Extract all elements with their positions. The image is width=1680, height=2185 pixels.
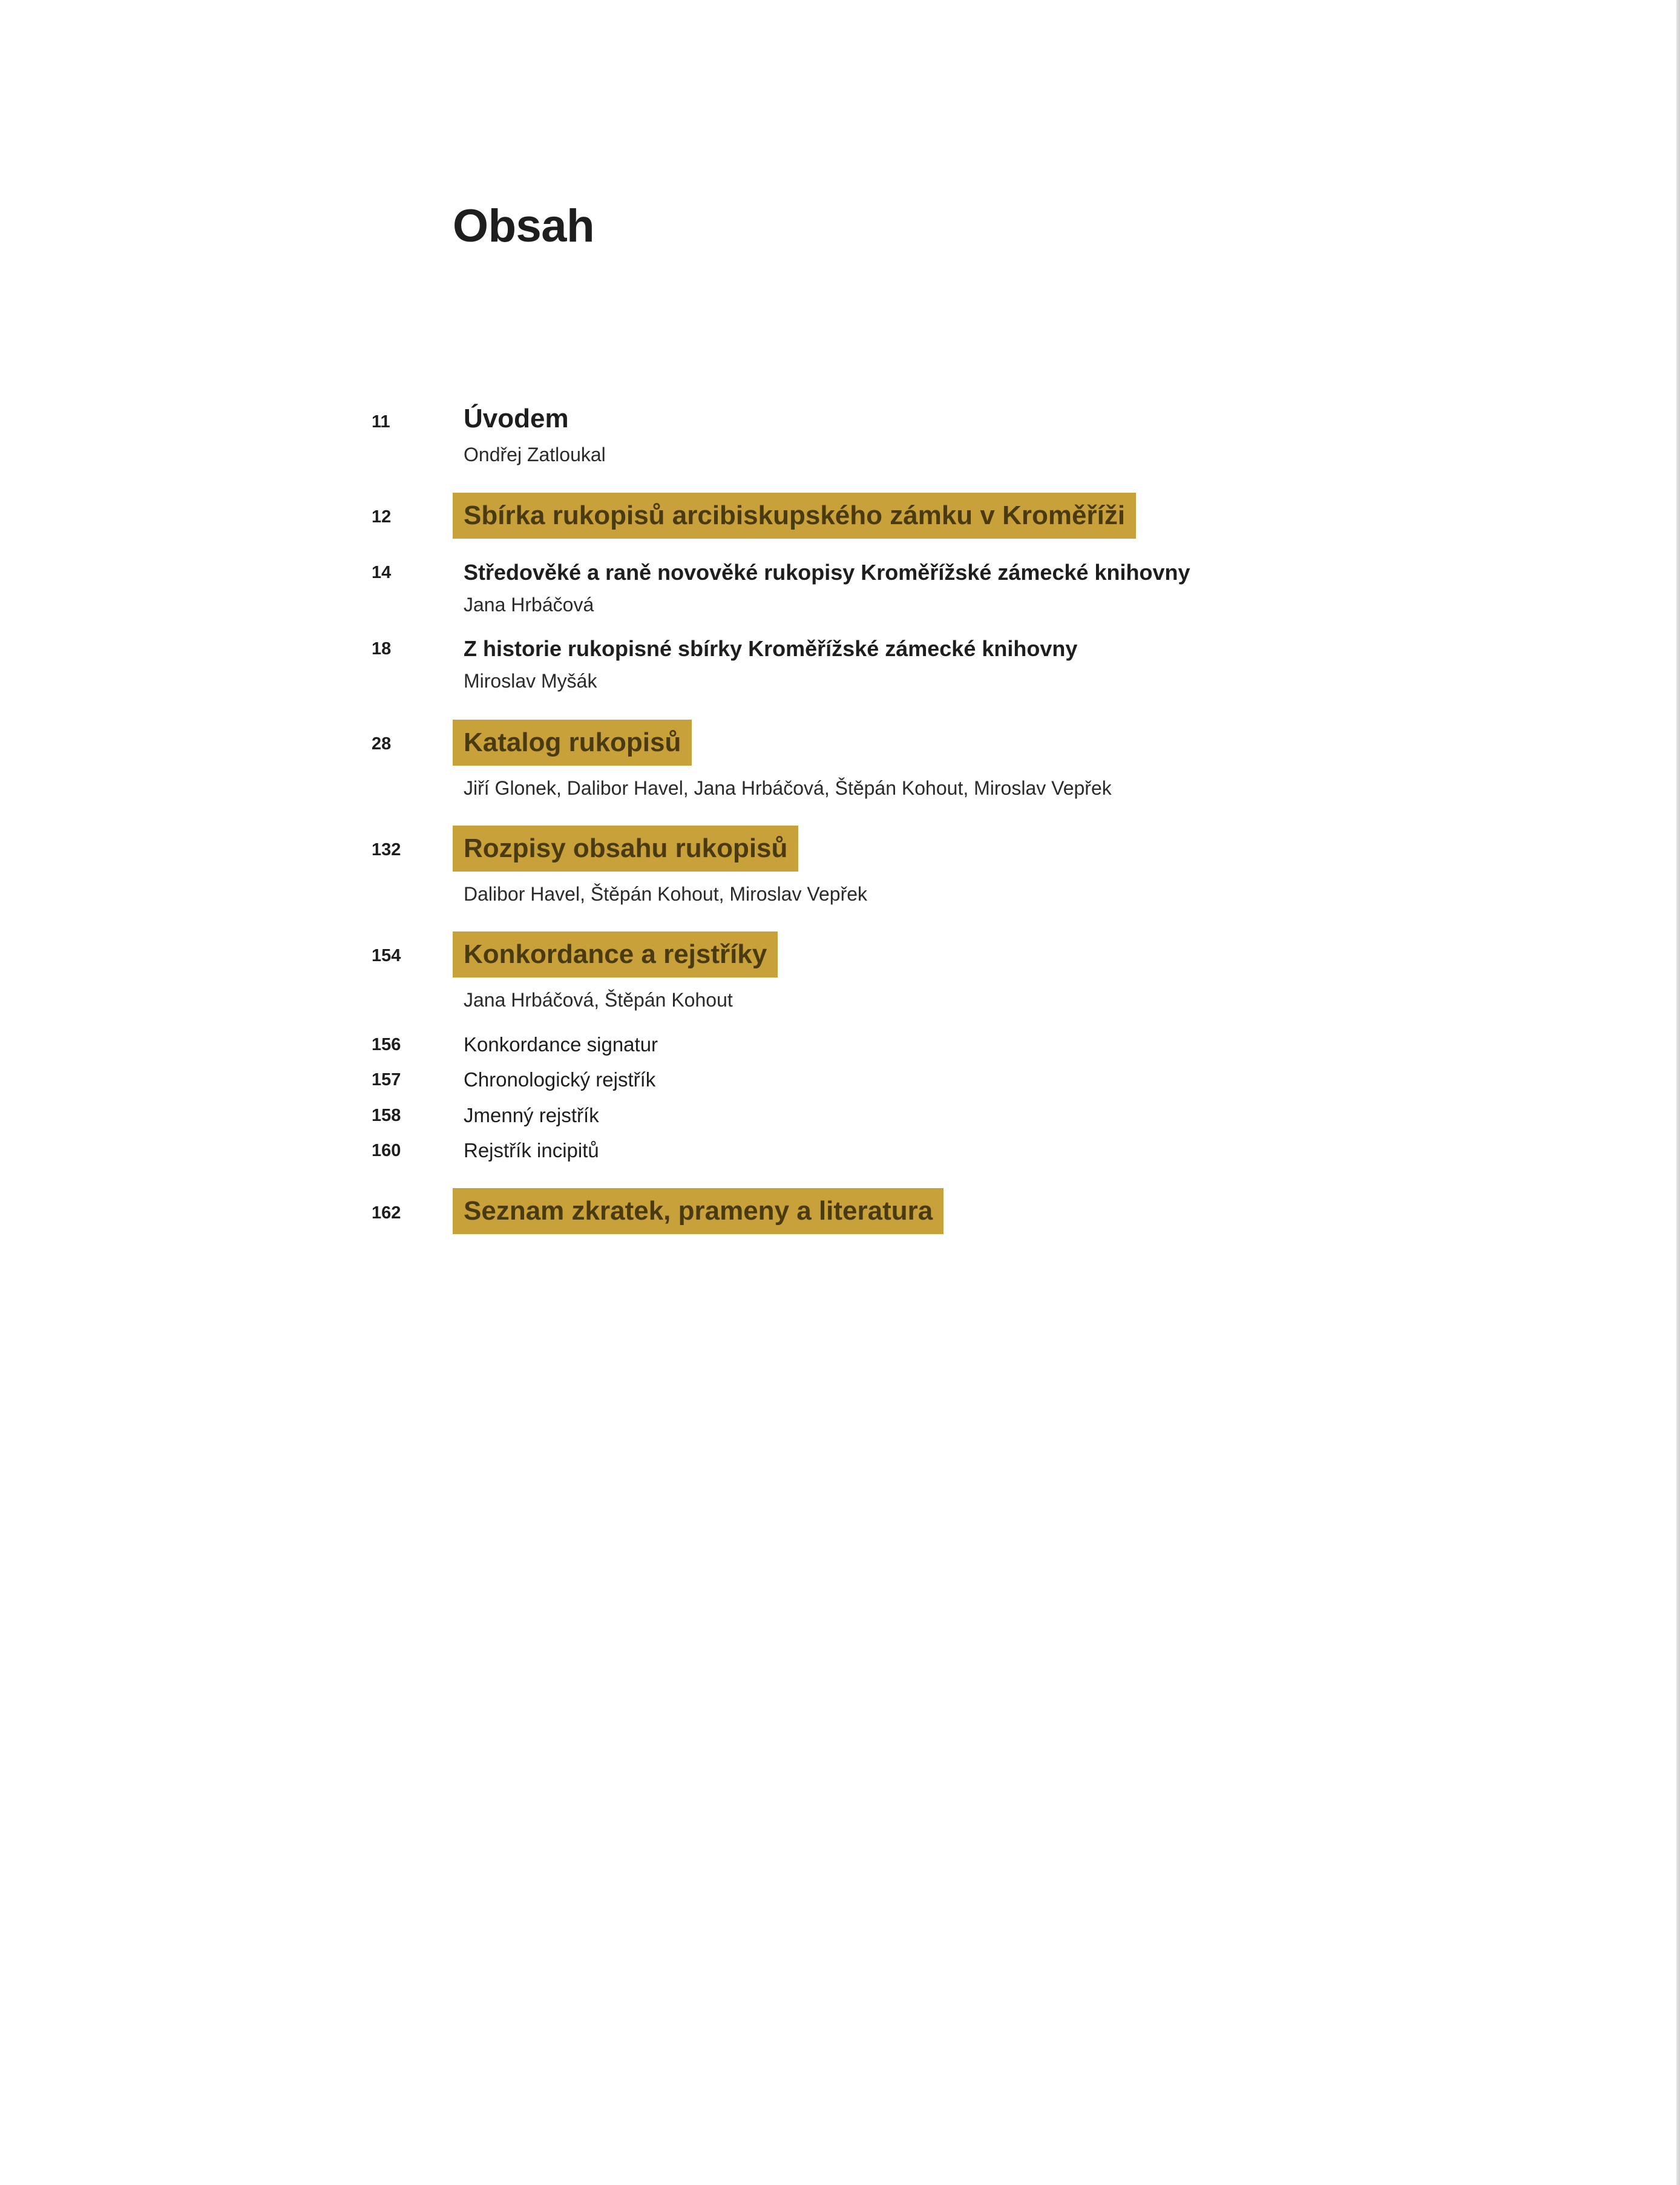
toc-author: Ondřej Zatloukal — [464, 444, 606, 465]
toc-page-number: 154 — [372, 946, 401, 965]
toc-subitem-konkordance-signatur[interactable]: Konkordance signatur — [464, 1033, 658, 1056]
toc-section-band-rozpisy[interactable]: Rozpisy obsahu rukopisů — [453, 826, 798, 872]
toc-page-number: 12 — [372, 507, 392, 527]
toc-page-number: 28 — [372, 734, 392, 754]
toc-author: Jana Hrbáčová, Štěpán Kohout — [464, 989, 733, 1011]
toc-author: Jana Hrbáčová — [464, 594, 594, 616]
page-title: Obsah — [453, 200, 594, 252]
toc-subitem-chronologicky-rejstrik[interactable]: Chronologický rejstřík — [464, 1068, 656, 1091]
toc-page-number: 156 — [372, 1035, 401, 1054]
toc-page-number: 162 — [372, 1203, 401, 1223]
toc-page-number: 11 — [372, 412, 390, 432]
toc-author: Miroslav Myšák — [464, 670, 597, 692]
toc-page-number: 14 — [372, 563, 392, 582]
toc-section-band-sbirka[interactable]: Sbírka rukopisů arcibiskupského zámku v Kroměříži — [453, 493, 1136, 539]
page-edge — [1676, 0, 1680, 2185]
toc-heading-zhistorie[interactable]: Z historie rukopisné sbírky Kroměřížské zámecké knihovny — [464, 636, 1078, 661]
toc-section-band-seznam[interactable]: Seznam zkratek, prameny a literatura — [453, 1188, 943, 1234]
toc-subitem-rejstrik-incipitu[interactable]: Rejstřík incipitů — [464, 1139, 599, 1162]
toc-page-number: 157 — [372, 1070, 401, 1089]
toc-subitem-jmenny-rejstrik[interactable]: Jmenný rejstřík — [464, 1104, 599, 1126]
toc-author: Dalibor Havel, Štěpán Kohout, Miroslav Vepřek — [464, 883, 868, 905]
toc-section-band-konkordance[interactable]: Konkordance a rejstříky — [453, 932, 778, 978]
toc-heading-uvodem[interactable]: Úvodem — [464, 404, 569, 433]
toc-author: Jiří Glonek, Dalibor Havel, Jana Hrbáčová, Štěpán Kohout, Miroslav Vepřek — [464, 777, 1112, 799]
toc-page-number: 158 — [372, 1106, 401, 1125]
toc-page-number: 18 — [372, 639, 392, 659]
toc-heading-stredoveke[interactable]: Středověké a raně novověké rukopisy Kroměřížské zámecké knihovny — [464, 560, 1190, 585]
toc-page-number: 132 — [372, 840, 401, 859]
toc-page-number: 160 — [372, 1141, 401, 1160]
toc-section-band-katalog[interactable]: Katalog rukopisů — [453, 720, 692, 766]
